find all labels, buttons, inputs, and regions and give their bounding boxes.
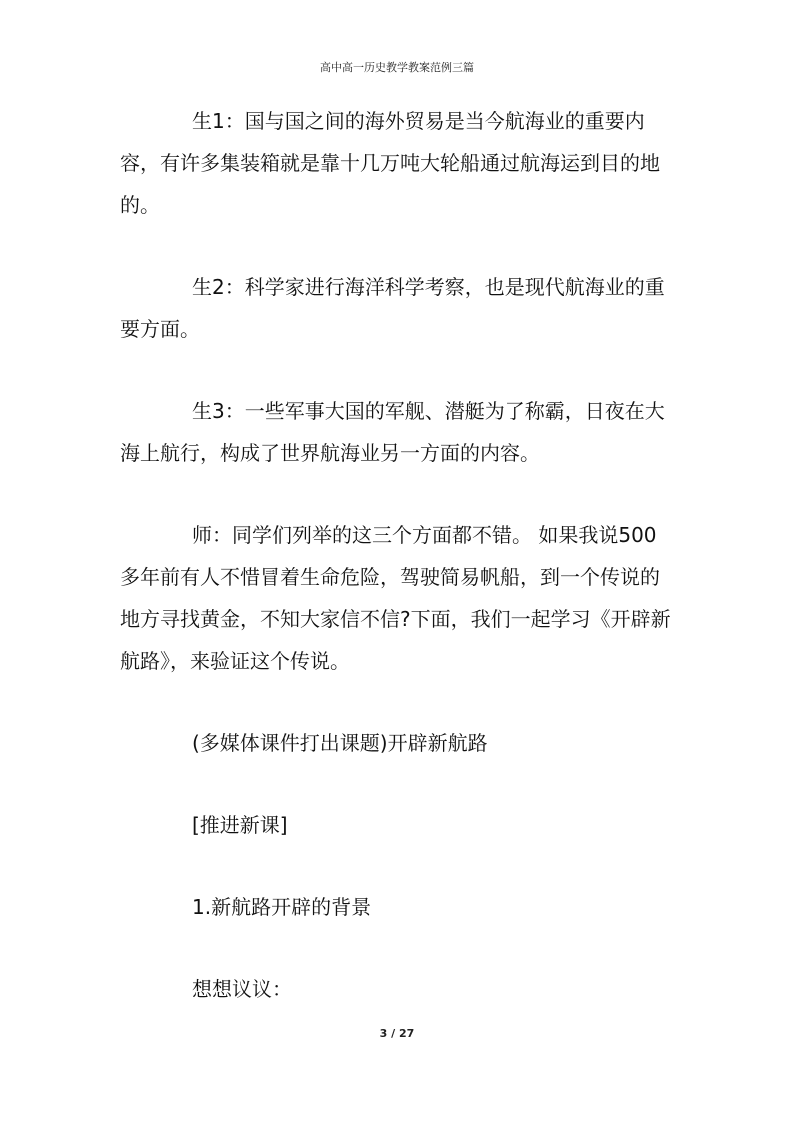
paragraph-gap [120, 350, 676, 390]
paragraph-new-lesson: [推进新课] [192, 813, 288, 837]
paragraph-gap [120, 928, 676, 968]
paragraph-student-2: 生2：科学家进行海洋科学考察，也是现代航海业的重要方面。 [120, 275, 665, 341]
paragraph-course-title: (多媒体课件打出课题)开辟新航路 [192, 731, 488, 755]
paragraph-discussion: 想想议议： [192, 977, 292, 1001]
paragraph-student-1: 生1：国与国之间的海外贸易是当今航海业的重要内容，有许多集装箱就是靠十几万吨大轮船通过航海运到目的地的。 [120, 109, 660, 217]
paragraph-gap [120, 682, 676, 722]
page-number: 3 / 27 [379, 1027, 415, 1040]
paragraph-gap [120, 764, 676, 804]
page-header: 高中高一历史教学教案范例三篇 [320, 61, 474, 74]
paragraph-teacher: 师：同学们列举的这三个方面都不错。 如果我说500多年前有人不惜冒着生命危险，驾驶简易帆船，到一个传说的地方寻找黄金，不知大家信不信?下面，我们一起学习《开辟新航路》，来验证这个传说。 [120, 523, 671, 673]
paragraph-gap [120, 474, 676, 514]
paragraph-gap [120, 846, 676, 886]
section-heading-background: 1.新航路开辟的背景 [192, 895, 372, 919]
paragraph-student-3: 生3：一些军事大国的军舰、潜艇为了称霸，日夜在大海上航行，构成了世界航海业另一方面的内容。 [120, 399, 665, 465]
paragraph-gap [120, 226, 676, 266]
document-body [120, 100, 676, 1010]
